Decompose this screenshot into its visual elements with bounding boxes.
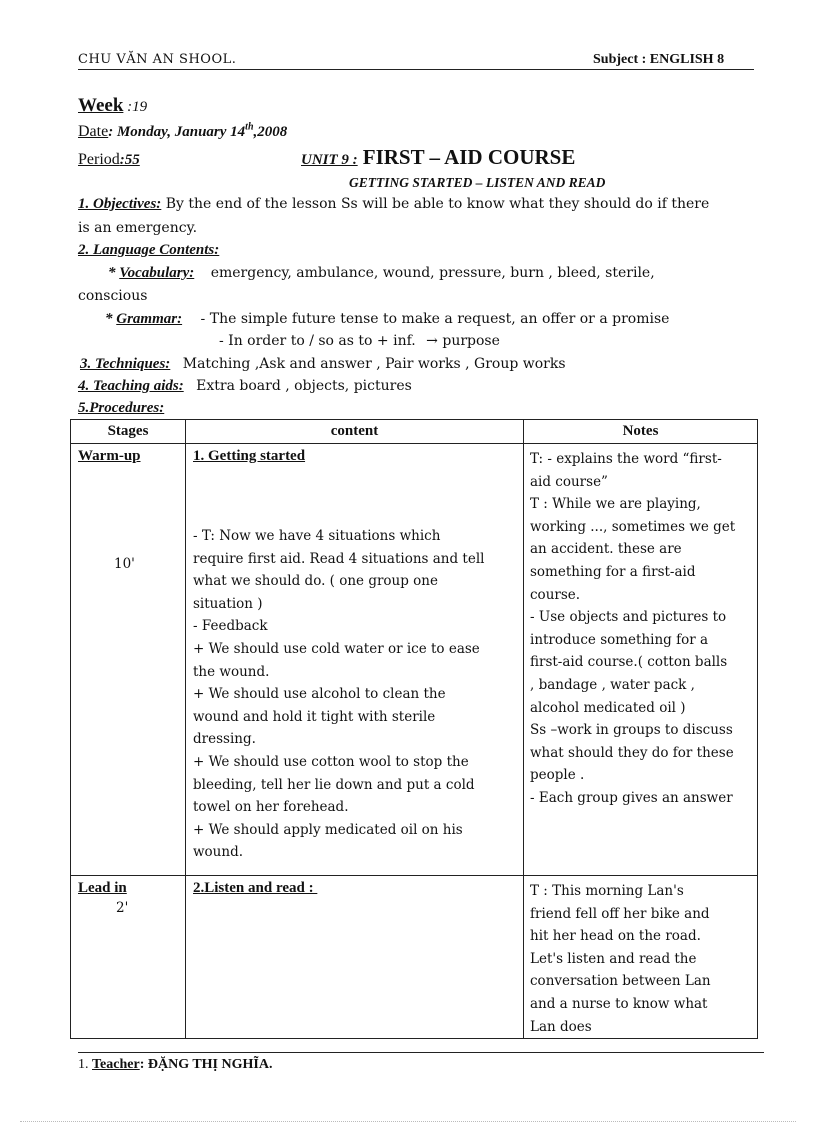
date-superscript: th [245, 121, 254, 133]
content-line: the wound. [193, 663, 270, 680]
notes-line: aid course” [530, 473, 608, 490]
content-line: bleeding, tell her lie down and put a cold [193, 776, 475, 793]
notes-line: T: - explains the word “first- [530, 451, 722, 467]
content-line: - Feedback [193, 618, 268, 635]
teaching-aids-label: 4. Teaching aids: [78, 378, 184, 394]
date-year: ,2008 [253, 124, 288, 140]
period-line [78, 149, 140, 169]
stage-warm-up: Warm-up [78, 448, 141, 464]
content-line: wound and hold it tight with sterile [193, 708, 436, 725]
notes-line: working ..., sometimes we get [530, 518, 736, 535]
page-bottom-border [20, 1121, 796, 1122]
notes-line: - Each group gives an answer [530, 789, 733, 806]
notes-line: introduce something for a [530, 631, 709, 648]
objectives-line-1 [78, 196, 709, 213]
grammar-star: * [105, 311, 117, 327]
lesson-subtitle: GETTING STARTED – LISTEN AND READ [349, 175, 606, 190]
footer-divider [78, 1052, 764, 1053]
table-header-row [71, 420, 758, 444]
notes-line: Let's listen and read the [530, 950, 697, 967]
subject-label: Subject : ENGLISH 8 [593, 52, 725, 67]
notes-line: T : This morning Lan's [530, 883, 684, 899]
teaching-aids-text: Extra board , objects, pictures [196, 378, 412, 394]
teacher-name: : ĐẶNG THỊ NGHĨA. [139, 1057, 273, 1072]
notes-line: an accident. these are [530, 541, 682, 558]
procedures-table [70, 419, 758, 1039]
notes-line: first-aid course.( cotton balls [530, 654, 728, 671]
right-arrow-icon: → [426, 333, 438, 349]
vocabulary-text-1: emergency, ambulance, wound, pressure, burn , bleed, sterile, [210, 265, 655, 281]
content-line: + We should use alcohol to clean the [193, 686, 446, 703]
content-cell [186, 876, 524, 1039]
content-line: what we should do. ( one group one [193, 573, 438, 590]
header-divider [78, 69, 754, 70]
date-line [78, 121, 287, 141]
notes-line: hit her head on the road. [530, 928, 701, 945]
grammar-line-2 [219, 333, 500, 349]
notes-line: something for a first-aid [530, 563, 696, 580]
content-line: - T: Now we have 4 situations which [193, 528, 441, 544]
notes-line: and a nurse to know what [530, 995, 708, 1012]
procedures-label: 5.Procedures: [78, 400, 165, 416]
header-content: content [186, 420, 524, 444]
content-line: + We should use cold water or ice to ease [193, 640, 480, 657]
content-line: wound. [193, 844, 244, 861]
notes-cell [524, 444, 758, 876]
notes-cell [524, 876, 758, 1039]
stage-lead-in: Lead in [78, 880, 127, 896]
content-title: 2.Listen and read : [193, 880, 318, 896]
table-row [71, 876, 758, 1039]
school-name: CHU VĂN AN SHOOL. [78, 52, 237, 67]
content-title: 1. Getting started [193, 448, 306, 464]
week-line [78, 94, 147, 117]
grammar-label: Grammar: [116, 311, 183, 327]
stage-time: 2' [116, 900, 129, 916]
content-line: require first aid. Read 4 situations and tell [193, 550, 485, 567]
stage-cell [71, 444, 186, 876]
unit-heading [301, 145, 575, 170]
content-line: dressing. [193, 731, 256, 748]
vocabulary-label: Vocabulary: [119, 265, 195, 281]
notes-line: - Use objects and pictures to [530, 609, 727, 626]
objectives-text-2: is an emergency. [78, 220, 198, 236]
content-line: + We should apply medicated oil on his [193, 821, 463, 838]
week-value: :19 [123, 99, 148, 115]
notes-line: friend fell off her bike and [530, 905, 710, 922]
header-notes: Notes [524, 420, 758, 444]
notes-line: Lan does [530, 1018, 592, 1035]
notes-line: Ss –work in groups to discuss [530, 722, 733, 739]
techniques-label: 3. Techniques: [80, 356, 171, 372]
notes-line: T : While we are playing, [530, 496, 701, 513]
content-line: towel on her forehead. [193, 799, 349, 816]
notes-line: what should they do for these [530, 744, 734, 761]
grammar-text-2: - In order to / so as to + inf. [219, 333, 416, 349]
objectives-label: 1. Objectives: [78, 196, 162, 212]
language-contents-label: 2. Language Contents: [78, 242, 220, 258]
notes-line: course. [530, 586, 581, 603]
techniques-text: Matching ,Ask and answer , Pair works , Group works [182, 356, 566, 372]
notes-line: people . [530, 767, 585, 784]
grammar-text-1: - The simple future tense to make a request, an offer or a promise [200, 311, 670, 327]
grammar-purpose: purpose [442, 333, 500, 349]
unit-title: FIRST – AID COURSE [362, 145, 576, 169]
objectives-text-1: By the end of the lesson Ss will be able to know what they should do if there [161, 196, 710, 212]
vocabulary-line [108, 265, 655, 282]
vocabulary-text-2: conscious [78, 288, 148, 304]
vocabulary-star: * [108, 265, 120, 281]
notes-line: conversation between Lan [530, 973, 711, 990]
content-cell [186, 444, 524, 876]
period-label: Period [78, 151, 120, 168]
header-stages: Stages [71, 420, 186, 444]
teaching-aids-line [78, 378, 412, 395]
unit-label: UNIT 9 : [301, 152, 358, 168]
stage-cell [71, 876, 186, 1039]
date-value: : Monday, January 14 [108, 124, 246, 140]
date-label: Date [78, 123, 109, 140]
footer-number: 1. [78, 1057, 92, 1072]
week-label: Week [78, 95, 124, 116]
stage-time: 10' [114, 556, 135, 572]
content-line: situation ) [193, 595, 263, 612]
techniques-line [80, 356, 566, 373]
notes-line: alcohol medicated oil ) [530, 699, 686, 716]
content-line: + We should use cotton wool to stop the [193, 753, 469, 770]
grammar-line-1 [105, 311, 669, 328]
teacher-label: Teacher [92, 1057, 140, 1072]
footer-teacher [78, 1057, 272, 1073]
table-row [71, 444, 758, 876]
period-value: :55 [119, 152, 140, 168]
notes-line: , bandage , water pack , [530, 676, 695, 693]
